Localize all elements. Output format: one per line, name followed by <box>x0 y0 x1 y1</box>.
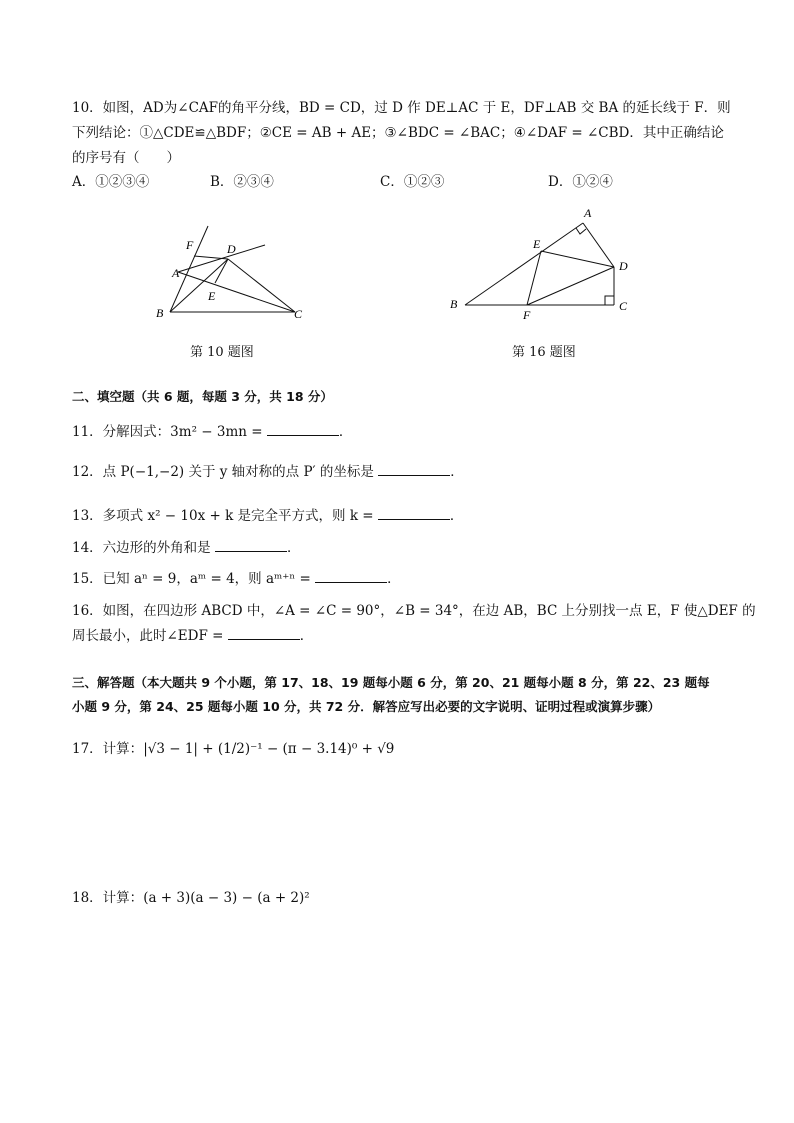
q13-text: 13．多项式 x² − 10x + k 是完全平方式，则 k = <box>72 508 374 524</box>
figure-10-diagram <box>150 218 320 330</box>
q17-expression: |√3 − 1| + (1/2)⁻¹ − (π − 3.14)⁰ + √9 <box>143 741 395 757</box>
q10-option-d: D．①②④ <box>548 174 613 190</box>
q16-end: ． <box>299 628 314 644</box>
fig16-label-b: B <box>450 297 458 311</box>
q13-answer-blank[interactable] <box>378 505 450 520</box>
q10-line1: 10．如图，AD为∠CAF的角平分线，BD = CD，过 D 作 DE⊥AC 于 E，DF⊥AB 交 BA 的延长线于 F．则 <box>72 100 731 116</box>
fig16-label-f: F <box>523 308 531 322</box>
fig10-label-a: A <box>172 266 180 280</box>
q11-end: ． <box>338 424 353 440</box>
q15-end: ． <box>387 571 401 587</box>
fig10-label-b: B <box>156 306 164 320</box>
q12-answer-blank[interactable] <box>378 461 450 476</box>
figure-10-caption: 第 10 题图 <box>190 345 254 360</box>
q14 <box>72 537 300 559</box>
section2-title: 二、填空题（共 6 题，每题 3 分，共 18 分） <box>72 389 333 404</box>
q11-answer-blank[interactable] <box>267 421 339 436</box>
q10-line3: 的序号有（ ） <box>72 150 180 166</box>
q11 <box>72 421 352 443</box>
q13 <box>72 505 463 527</box>
q11-text: 11．分解因式：3m² − 3mn = <box>72 424 263 440</box>
q16-line2 <box>72 625 313 647</box>
q18-prefix: 18．计算： <box>72 890 144 906</box>
figure-16-diagram <box>445 205 635 325</box>
q17 <box>72 738 394 760</box>
q15-text: 15．已知 aⁿ = 9，aᵐ = 4，则 aᵐ⁺ⁿ = <box>72 571 311 587</box>
q16-line1: 16．如图，在四边形 ABCD 中，∠A = ∠C = 90°，∠B = 34°，在边 AB，BC 上分别找一点 E，F 使△DEF 的 <box>72 603 756 619</box>
q14-end: ． <box>286 540 301 556</box>
q15-answer-blank[interactable] <box>315 568 387 583</box>
fig16-label-c: C <box>619 299 628 313</box>
fig10-label-e: E <box>208 289 216 303</box>
fig16-label-d: D <box>619 259 628 273</box>
fig10-label-c: C <box>294 307 303 321</box>
q14-answer-blank[interactable] <box>215 537 287 552</box>
q10-line2: 下列结论：①△CDE≌△BDF；②CE = AB + AE；③∠BDC = ∠BAC；④∠DAF = ∠CBD．其中正确结论 <box>72 125 724 141</box>
q18-expression: (a + 3)(a − 3) − (a + 2)² <box>143 890 310 906</box>
q16-text: 周长最小，此时∠EDF = <box>72 628 224 644</box>
q15 <box>72 568 401 590</box>
q14-text: 14．六边形的外角和是 <box>72 540 211 556</box>
q16-answer-blank[interactable] <box>228 625 300 640</box>
q18 <box>72 887 310 909</box>
section3-title-line2: 小题 9 分，第 24、25 题每小题 10 分，共 72 分．解答应写出必要的文字说明、证明过程或演算步骤） <box>72 699 661 714</box>
section3-title-line1: 三、解答题（本大题共 9 个小题，第 17、18、19 题每小题 6 分，第 20、21 题每小题 8 分，第 22、23 题每 <box>72 675 710 690</box>
q10-option-a: A．①②③④ <box>72 174 150 190</box>
q12 <box>72 461 464 483</box>
fig10-label-d: D <box>227 242 236 256</box>
q12-end: ． <box>450 464 464 480</box>
fig16-label-e: E <box>533 237 541 251</box>
q13-end: ． <box>449 508 464 524</box>
figure-16-caption: 第 16 题图 <box>512 345 576 360</box>
q10-option-c: C．①②③ <box>380 174 445 190</box>
q10-option-b: B．②③④ <box>210 174 274 190</box>
q12-text: 12．点 P(−1,−2) 关于 y 轴对称的点 P′ 的坐标是 <box>72 464 374 480</box>
fig16-label-a: A <box>584 206 592 220</box>
q17-prefix: 17．计算： <box>72 741 144 757</box>
fig10-label-f: F <box>186 238 194 252</box>
